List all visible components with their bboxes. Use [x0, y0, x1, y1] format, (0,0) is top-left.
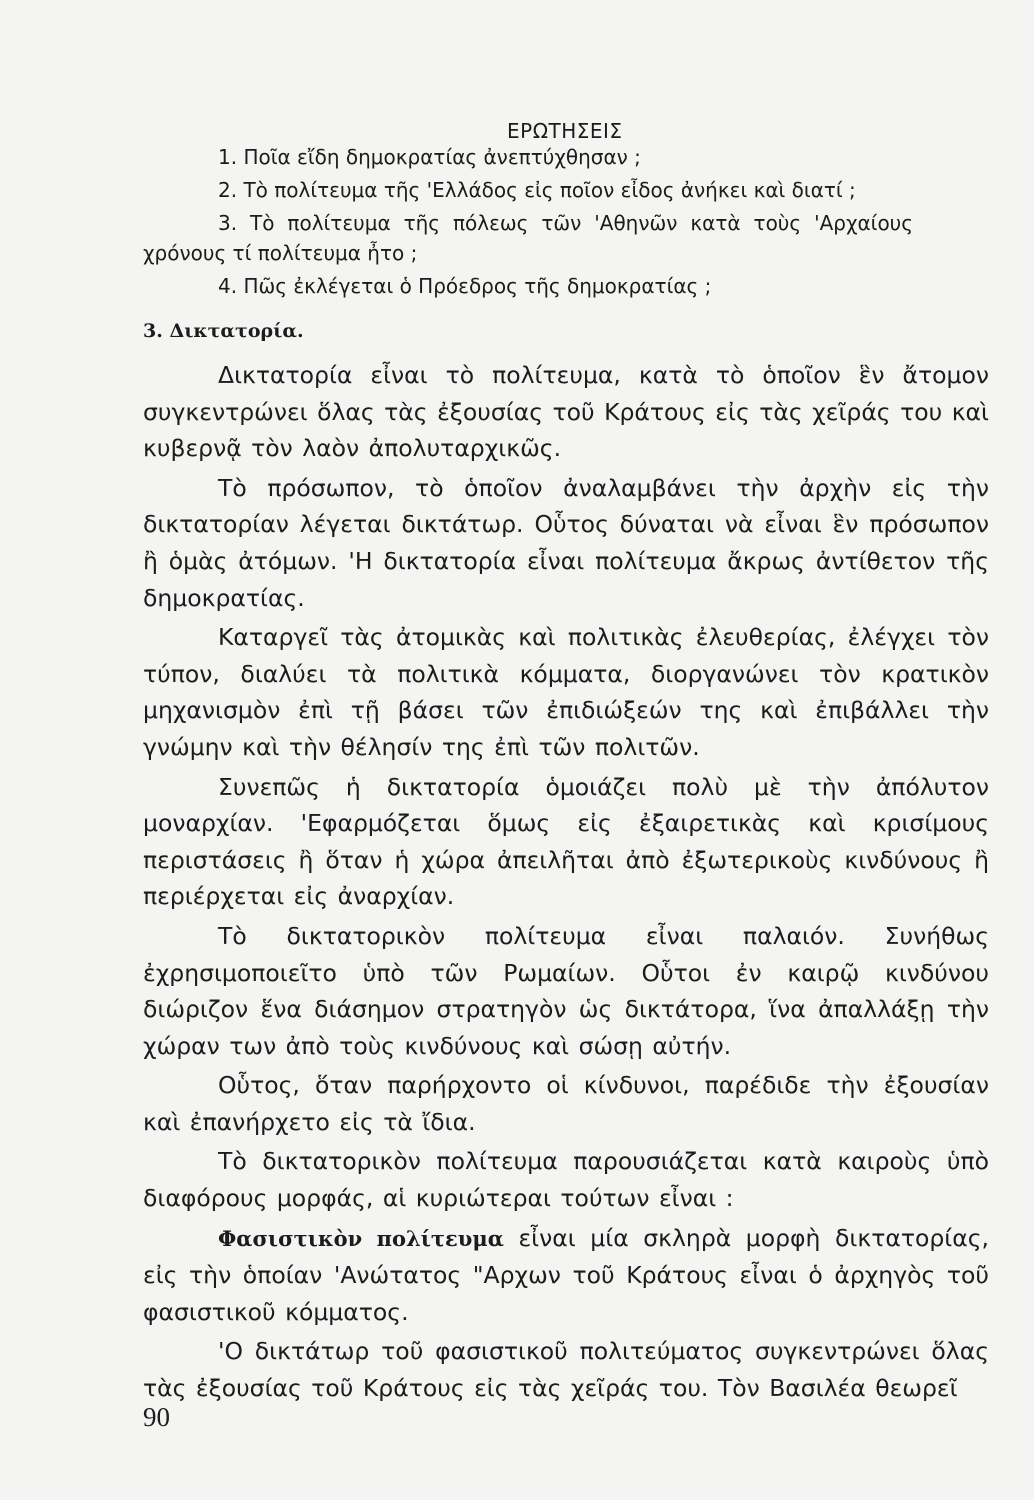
- paragraph-7: Τὸ δικτατορικὸν πολίτευμα παρουσιάζεται κατὰ καιροὺς ὑπὸ διαφόρους μορφάς, αἱ κυριώτεραι τούτων εἶναι :: [143, 1147, 989, 1213]
- paragraph-8: [143, 1220, 989, 1331]
- fascist-regime-term: Φασιστικὸν πολίτευμα: [218, 1225, 504, 1251]
- question-3: 3. Τὸ πολίτευμα τῆς πόλεως τῶν 'Αθηνῶν κατὰ τοὺς 'Αρχαίους χρόνους τί πολίτευμα ἦτο ;: [143, 211, 913, 265]
- paragraph-6: Οὗτος, ὅταν παρήρχοντο οἱ κίνδυνοι, παρέδιδε τὴν ἐξουσίαν καὶ ἐπανήρχετο εἰς τὰ ἴδια.: [143, 1071, 989, 1136]
- paragraph-4: Συνεπῶς ἡ δικτατορία ὁμοιάζει πολὺ μὲ τὴν ἀπόλυτον μοναρχίαν. 'Εφαρμόζεται ὅμως εἰς ἐξαιρετικὰς καὶ κρισίμους περιστάσεις ἢ ὅταν ἡ χώρα ἀπειλῆται ἀπὸ ἐξωτερικοὺς κινδύνους ἢ περιέρχεται εἰς ἀναρχίαν.: [143, 772, 989, 911]
- paragraph-8-text: εἶναι μία σκληρὰ μορφὴ δικτατορίας, εἰς τὴν ὁποίαν 'Ανώτατος "Αρχων τοῦ Κράτους εἶναι ὁ ἀρχηγὸς τοῦ φασιστικοῦ κόμματος.: [143, 1223, 990, 1326]
- paragraph-9: 'Ο δικτάτωρ τοῦ φασιστικοῦ πολιτεύματος συγκεντρώνει ὅλας τὰς ἐξουσίας τοῦ Κράτους εἰς τὰς χεῖράς του. Τὸν Βασιλέα θεωρεῖ: [143, 1337, 989, 1403]
- body-text: [143, 357, 989, 1407]
- paragraph-3: Καταργεῖ τὰς ἀτομικὰς καὶ πολιτικὰς ἐλευθερίας, ἐλέγχει τὸν τύπον, διαλύει τὰ πολιτικὰ κόμματα, διοργανώνει τὸν κρατικὸν μηχανισμὸν ἐπὶ τῇ βάσει τῶν ἐπιδιώξεών της καὶ ἐπιβάλλει τὴν γνώμην καὶ τὴν θέλησίν της ἐπὶ τῶν πολιτῶν.: [143, 623, 989, 761]
- questions-title: ΕΡΩΤΗΣΕΙΣ: [507, 119, 623, 143]
- question-1: 1. Ποῖα εἴδη δημοκρατίας ἀνεπτύχθησαν ;: [218, 145, 641, 169]
- page-number: 90: [143, 1402, 170, 1432]
- paragraph-5: Τὸ δικτατορικὸν πολίτευμα εἶναι παλαιόν. Συνήθως ἐχρησιμοποιεῖτο ὑπὸ τῶν Ρωμαίων. Οὗτοι ἐν καιρῷ κινδύνου διώριζον ἕνα διάσημον στρατηγὸν ὡς δικτάτορα, ἵνα ἀπαλλάξῃ τὴν χώραν των ἀπὸ τοὺς κινδύνους καὶ σώσῃ αὐτήν.: [143, 921, 989, 1060]
- section-heading: 3. Δικτατορία.: [143, 320, 304, 342]
- paragraph-2: Τὸ πρόσωπον, τὸ ὁποῖον ἀναλαμβάνει τὴν ἀρχὴν εἰς τὴν δικτατορίαν λέγεται δικτάτωρ. Οὗτος δύναται νὰ εἶναι ἓν πρόσωπον ἢ ὁμὰς ἀτόμων. 'Η δικτατορία εἶναι πολίτευμα ἄκρως ἀντίθετον τῆς δημοκρατίας.: [143, 473, 989, 612]
- question-4: 4. Πῶς ἐκλέγεται ὁ Πρόεδρος τῆς δημοκρατίας ;: [218, 274, 712, 298]
- question-2: 2. Τὸ πολίτευμα τῆς 'Ελλάδος εἰς ποῖον εἶδος ἀνήκει καὶ διατί ;: [218, 178, 856, 202]
- paragraph-1: Δικτατορία εἶναι τὸ πολίτευμα, κατὰ τὸ ὁποῖον ἓν ἄτομον συγκεντρώνει ὅλας τὰς ἐξουσίας τοῦ Κράτους εἰς τὰς χεῖράς του καὶ κυβερνᾷ τὸν λαὸν ἀπολυταρχικῶς.: [143, 361, 989, 463]
